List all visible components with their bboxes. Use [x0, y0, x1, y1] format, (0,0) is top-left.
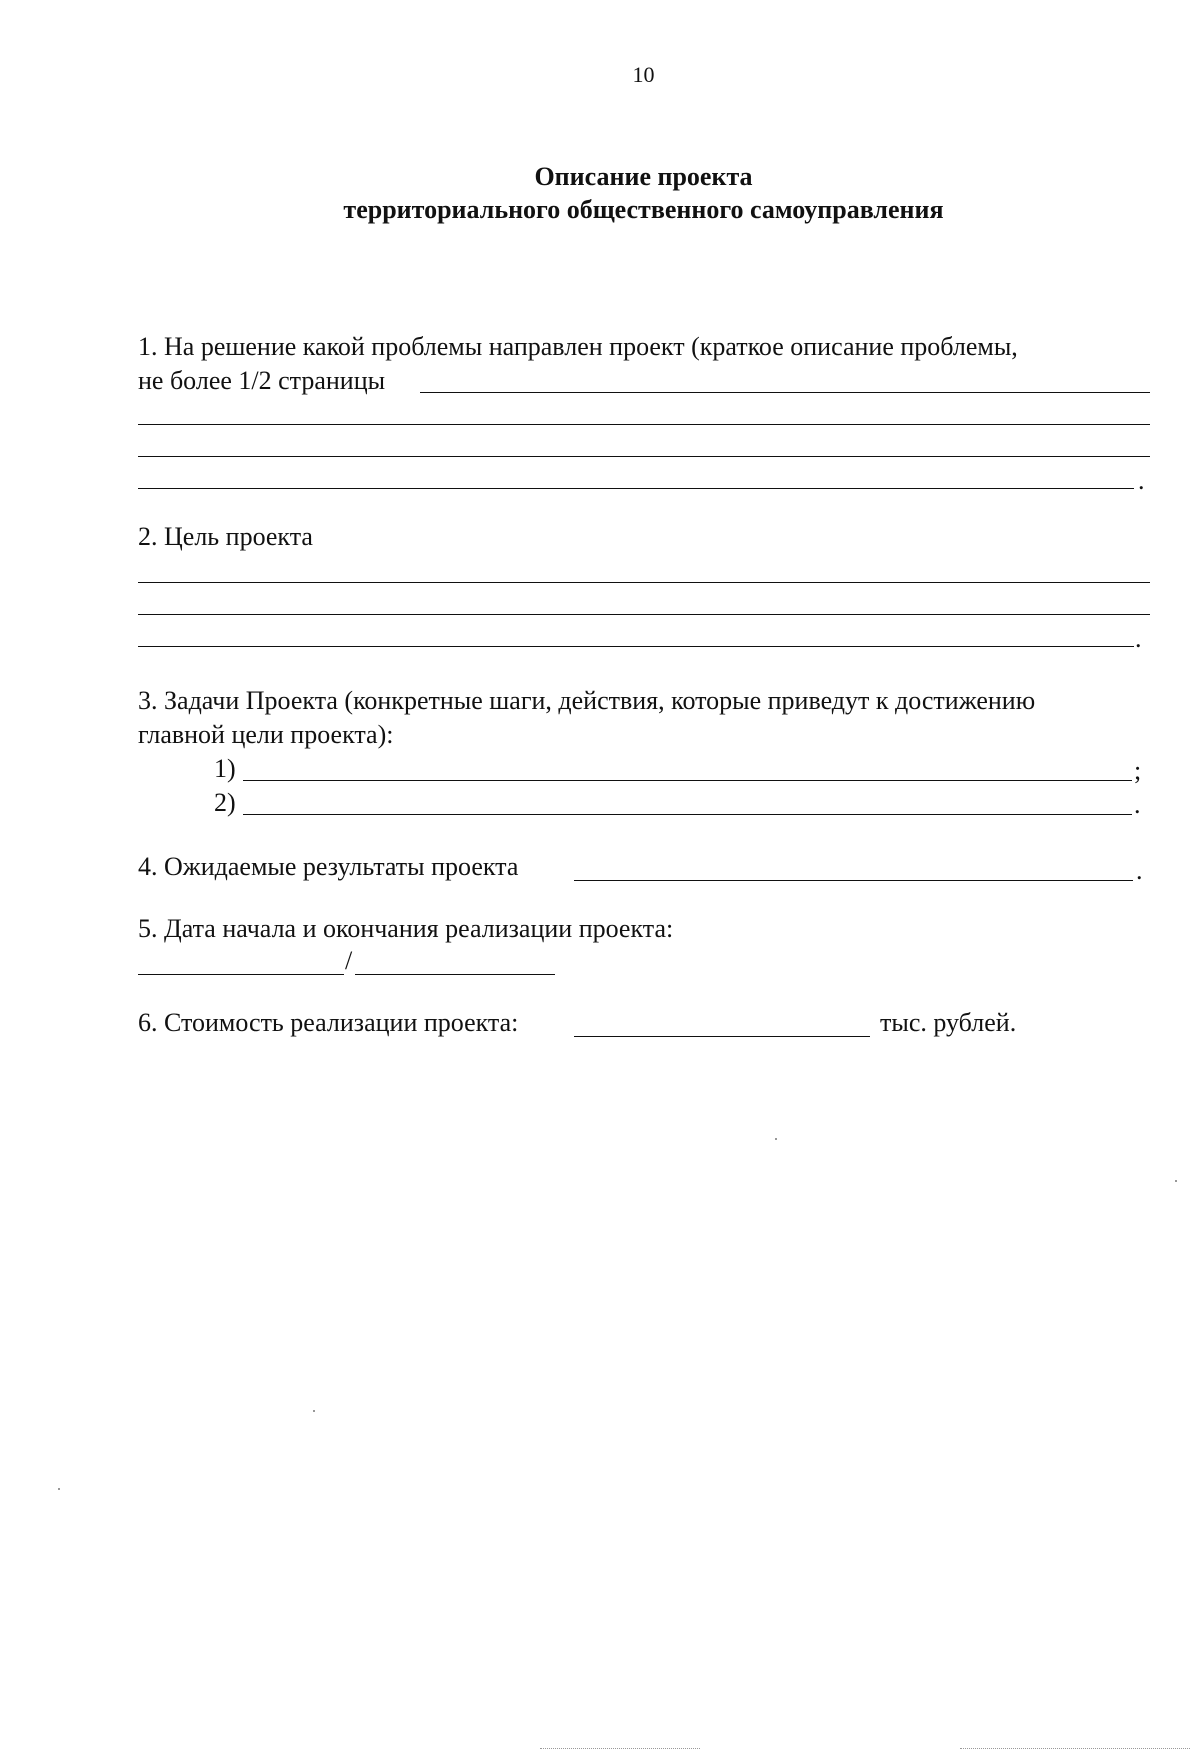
start-date-line[interactable]	[138, 974, 344, 975]
task-item-marker-1: 1)	[214, 754, 236, 783]
scan-edge-noise	[540, 1748, 700, 1751]
scan-speck	[1175, 1180, 1177, 1182]
task-item-end-mark-2: .	[1134, 790, 1141, 819]
section-1-answer-line-1[interactable]	[420, 392, 1150, 393]
date-separator: /	[345, 946, 353, 975]
page-subtitle: территориального общественного самоуправления	[343, 195, 944, 224]
section-4-label: 4. Ожидаемые результаты проекта	[138, 852, 519, 881]
section-1-answer-line-3[interactable]	[138, 456, 1150, 457]
section-4-end-mark: .	[1136, 856, 1143, 885]
page-number: 10	[632, 62, 655, 87]
scan-speck	[58, 1488, 60, 1490]
task-item-line-1[interactable]	[243, 780, 1132, 781]
end-date-line[interactable]	[355, 974, 555, 975]
section-1-answer-line-2[interactable]	[138, 424, 1150, 425]
section-3-question-cont: главной цели проекта):	[138, 720, 394, 749]
section-2-answer-line-2[interactable]	[138, 614, 1150, 615]
scan-edge-noise	[960, 1748, 1190, 1751]
section-5-label: 5. Дата начала и окончания реализации проекта:	[138, 914, 674, 943]
scan-speck	[775, 1138, 777, 1140]
scan-speck	[313, 1410, 315, 1412]
section-1-answer-line-4[interactable]	[138, 488, 1134, 489]
task-item-marker-2: 2)	[214, 788, 236, 817]
section-4-answer-line[interactable]	[574, 880, 1133, 881]
section-2-label: 2. Цель проекта	[138, 522, 313, 551]
section-2-answer-line-3[interactable]	[138, 646, 1134, 647]
section-6-label: 6. Стоимость реализации проекта:	[138, 1008, 519, 1037]
section-1-end-mark: .	[1138, 466, 1145, 495]
page-title: Описание проекта	[534, 162, 753, 191]
section-3-question: 3. Задачи Проекта (конкретные шаги, действия, которые приведут к достижению	[138, 686, 1036, 715]
section-1-question: 1. На решение какой проблемы направлен проект (краткое описание проблемы,	[138, 332, 1018, 361]
task-item-line-2[interactable]	[243, 814, 1132, 815]
section-1-question-cont: не более 1/2 страницы	[138, 366, 386, 395]
section-2-end-mark: .	[1135, 624, 1142, 653]
task-item-end-mark-1: ;	[1134, 756, 1142, 785]
cost-answer-line[interactable]	[574, 1036, 870, 1037]
section-2-answer-line-1[interactable]	[138, 582, 1150, 583]
cost-unit: тыс. рублей.	[880, 1008, 1017, 1037]
